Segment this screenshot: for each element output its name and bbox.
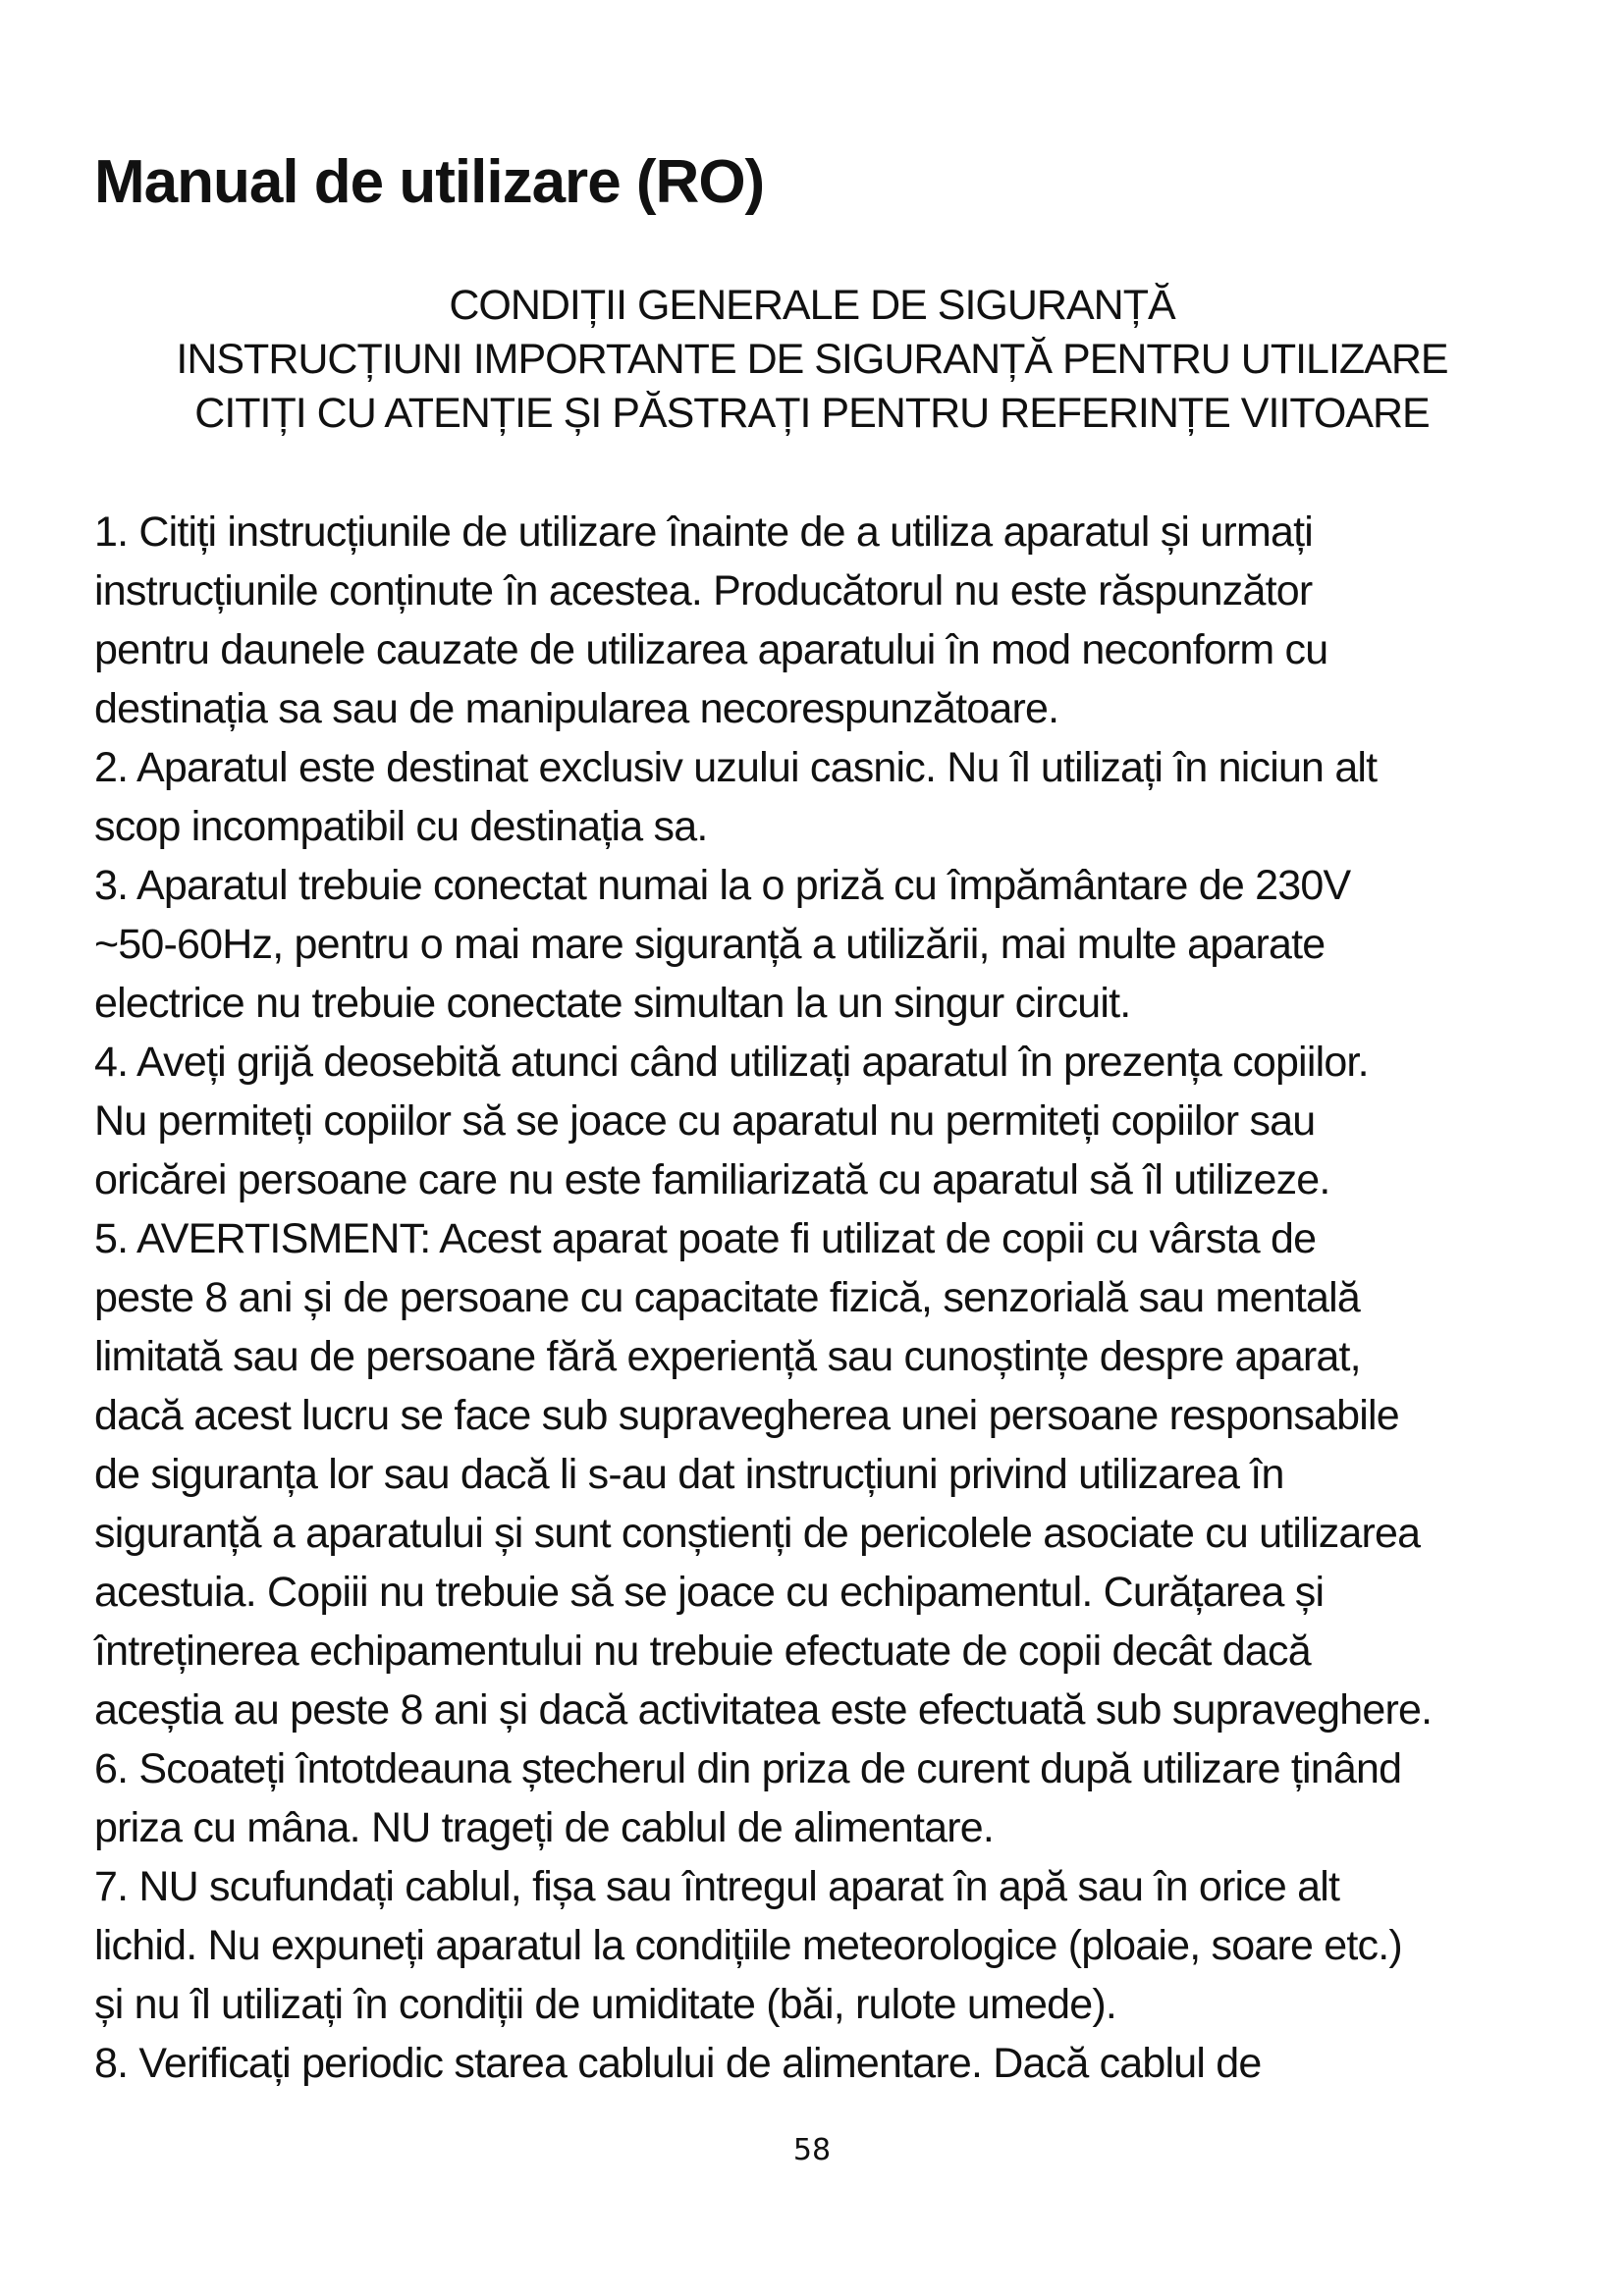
heading-read-carefully: CITIȚI CU ATENȚIE ȘI PĂSTRAȚI PENTRU REFERINȚE VIITOARE <box>194 390 1430 437</box>
text-line: 4. Aveți grijă deosebită atunci când utilizați aparatul în prezența copiilor. <box>94 1039 1369 1086</box>
heading-important-safety-instructions: INSTRUCȚIUNI IMPORTANTE DE SIGURANȚĂ PENTRU UTILIZARE <box>176 336 1448 383</box>
text-line: dacă acest lucru se face sub supravegherea unei persoane responsabile <box>94 1392 1399 1439</box>
text-line: și nu îl utilizați în condiții de umiditate (băi, rulote umede). <box>94 1981 1117 2028</box>
text-line: peste 8 ani și de persoane cu capacitate fizică, senzorială sau mentală <box>94 1274 1360 1321</box>
text-line: pentru daunele cauzate de utilizarea aparatului în mod neconform cu <box>94 626 1328 673</box>
text-line: destinația sa sau de manipularea necorespunzătoare. <box>94 685 1059 732</box>
text-line: 7. NU scufundați cablul, fișa sau întregul aparat în apă sau în orice alt <box>94 1863 1340 1910</box>
instruction-item-7 <box>94 1857 1530 2034</box>
text-line: electrice nu trebuie conectate simultan la un singur circuit. <box>94 980 1131 1027</box>
text-line: priza cu mâna. NU trageți de cablul de alimentare. <box>94 1804 995 1851</box>
text-line: 1. Citiți instrucțiunile de utilizare înainte de a utiliza aparatul și urmați <box>94 508 1313 556</box>
text-line: ~50-60Hz, pentru o mai mare siguranță a utilizării, mai multe aparate <box>94 921 1326 968</box>
text-line: siguranță a aparatului și sunt conștienți de pericolele asociate cu utilizarea <box>94 1510 1421 1557</box>
page-number: 58 <box>792 2133 832 2167</box>
text-line: Nu permiteți copiilor să se joace cu aparatul nu permiteți copiilor sau <box>94 1097 1316 1145</box>
instruction-item-3 <box>94 856 1530 1033</box>
instruction-item-6 <box>94 1739 1530 1857</box>
text-line: lichid. Nu expuneți aparatul la condițiile meteorologice (ploaie, soare etc.) <box>94 1922 1402 1969</box>
safety-instructions-list <box>94 503 1530 2093</box>
text-line: instrucțiunile conținute în acestea. Producătorul nu este răspunzător <box>94 567 1313 614</box>
text-line: de siguranța lor sau dacă li s-au dat instrucțiuni privind utilizarea în <box>94 1451 1284 1498</box>
instruction-item-2 <box>94 738 1530 856</box>
text-line: 8. Verificați periodic starea cablului de alimentare. Dacă cablul de <box>94 2040 1262 2087</box>
text-line: 3. Aparatul trebuie conectat numai la o priză cu împământare de 230V <box>94 862 1351 909</box>
instruction-item-1 <box>94 503 1530 738</box>
text-line: oricărei persoane care nu este familiarizată cu aparatul să îl utilizeze. <box>94 1156 1330 1203</box>
text-line: limitată sau de persoane fără experiență sau cunoștințe despre aparat, <box>94 1333 1361 1380</box>
instruction-item-5 <box>94 1209 1530 1739</box>
text-line: întreținerea echipamentului nu trebuie efectuate de copii decât dacă <box>94 1628 1311 1675</box>
text-line: aceștia au peste 8 ani și dacă activitatea este efectuată sub supraveghere. <box>94 1686 1433 1734</box>
text-line: scop incompatibil cu destinația sa. <box>94 803 708 850</box>
heading-general-safety-conditions: CONDIȚII GENERALE DE SIGURANȚĂ <box>449 282 1175 329</box>
text-line: acestuia. Copiii nu trebuie să se joace cu echipamentul. Curățarea și <box>94 1569 1325 1616</box>
safety-headings <box>94 279 1530 441</box>
instruction-item-8 <box>94 2034 1530 2093</box>
page-title: Manual de utilizare (RO) <box>94 148 765 216</box>
text-line: 2. Aparatul este destinat exclusiv uzului casnic. Nu îl utilizați în niciun alt <box>94 744 1378 791</box>
text-line: 6. Scoateți întotdeauna ștecherul din priza de curent după utilizare ținând <box>94 1745 1402 1792</box>
text-line: 5. AVERTISMENT: Acest aparat poate fi utilizat de copii cu vârsta de <box>94 1215 1317 1262</box>
instruction-item-4 <box>94 1033 1530 1209</box>
